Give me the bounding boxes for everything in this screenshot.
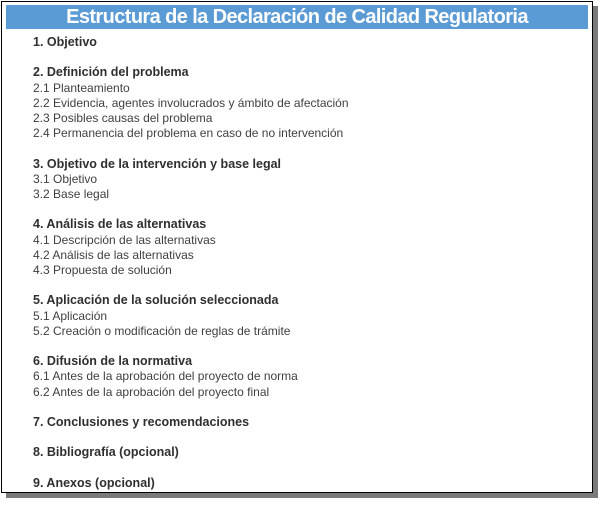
section-5 xyxy=(33,293,583,339)
sub-item: 5.1 Aplicación xyxy=(33,308,108,323)
sub-item: 5.2 Creación o modificación de reglas de trámite xyxy=(33,323,291,338)
section-list xyxy=(33,35,583,506)
sub-item: 6.2 Antes de la aprobación del proyecto final xyxy=(33,384,270,399)
sub-item: 4.3 Propuesta de solución xyxy=(33,263,172,277)
sub-item: 2.3 Posibles causas del problema xyxy=(33,111,213,125)
section-heading: 2. Definición del problema xyxy=(33,65,189,80)
section-4 xyxy=(33,217,583,278)
section-3 xyxy=(33,157,583,203)
section-heading: 8. Bibliografía (opcional) xyxy=(33,445,179,460)
sub-item: 2.4 Permanencia del problema en caso de no intervención xyxy=(33,126,344,141)
document-title: Estructura de la Declaración de Calidad Regulatoria xyxy=(6,5,588,29)
section-heading: 1. Objetivo xyxy=(33,35,97,49)
sub-item: 4.2 Análisis de las alternativas xyxy=(33,247,194,262)
sub-item: 6.1 Antes de la aprobación del proyecto de norma xyxy=(33,369,298,384)
section-9 xyxy=(33,476,583,491)
sub-item: 3.1 Objetivo xyxy=(33,171,98,186)
section-6 xyxy=(33,354,583,400)
sub-item: 4.1 Descripción de las alternativas xyxy=(33,232,216,247)
section-2 xyxy=(33,65,583,141)
section-7 xyxy=(33,415,583,430)
document-frame xyxy=(1,1,593,493)
section-heading: 9. Anexos (opcional) xyxy=(33,475,155,490)
section-1 xyxy=(33,35,583,50)
section-8 xyxy=(33,445,583,460)
sub-item: 2.1 Planteamiento xyxy=(33,80,130,95)
sub-item: 3.2 Base legal xyxy=(33,187,110,201)
section-heading: 5. Aplicación de la solución seleccionada xyxy=(33,293,279,308)
sub-item: 2.2 Evidencia, agentes involucrados y ámbito de afectación xyxy=(33,95,349,110)
section-heading: 6. Difusión de la normativa xyxy=(33,354,193,369)
section-heading: 7. Conclusiones y recomendaciones xyxy=(33,414,250,429)
section-heading: 3. Objetivo de la intervención y base legal xyxy=(33,156,282,171)
section-heading: 4. Análisis de las alternativas xyxy=(33,217,207,232)
